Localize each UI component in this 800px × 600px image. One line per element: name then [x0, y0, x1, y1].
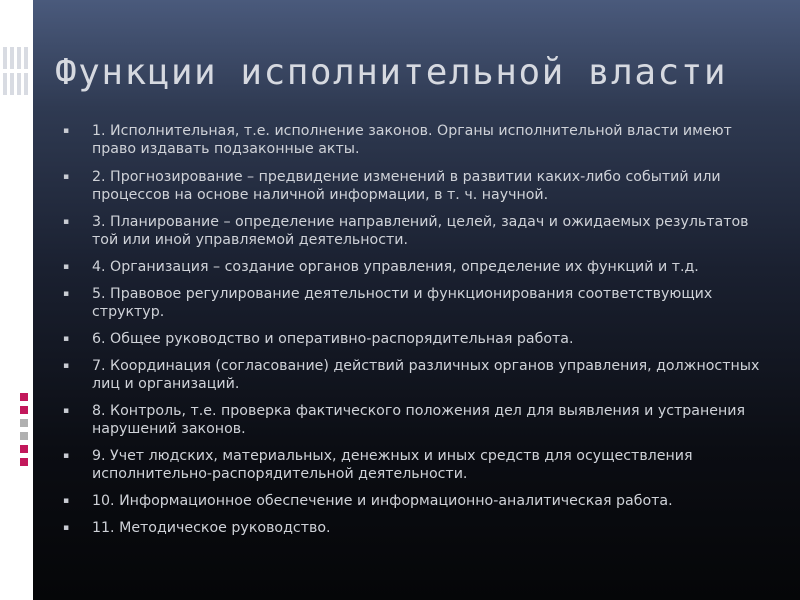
bullet-icon: ▪ — [63, 289, 70, 299]
list-item: ▪ 4. Организация – создание органов управления, определение их функций и т.д. — [63, 259, 699, 275]
list-item: ▪ 7. Координация (согласование) действий различных органов управления, должностных лиц и организаций. — [63, 358, 760, 392]
slide-title: Функции исполнительной власти — [55, 52, 728, 93]
bullet-icon: ▪ — [63, 496, 70, 506]
list-item: ▪ 2. Прогнозирование – предвидение изменений в развитии каких-либо событий или процессов на основе наличной информации, в т. ч. научной. — [63, 169, 721, 203]
bullet-icon: ▪ — [63, 172, 70, 182]
bullet-icon: ▪ — [63, 406, 70, 416]
bullet-icon: ▪ — [63, 217, 70, 227]
list-item: ▪ 8. Контроль, т.е. проверка фактического положения дел для выявления и устранения нарушений законов. — [63, 403, 746, 437]
list-item: ▪ 11. Методическое руководство. — [63, 520, 331, 536]
list-item: ▪ 1. Исполнительная, т.е. исполнение законов. Органы исполнительной власти имеют право издавать подзаконные акты. — [63, 123, 732, 157]
list-item: ▪ 5. Правовое регулирование деятельности и функционирования соответствующих структур. — [63, 286, 713, 320]
function-list — [55, 122, 770, 537]
bullet-icon: ▪ — [63, 334, 70, 344]
accent-squares — [20, 393, 28, 471]
bullet-icon: ▪ — [63, 126, 70, 136]
bullet-icon: ▪ — [63, 451, 70, 461]
left-frame — [0, 0, 33, 600]
bullet-icon: ▪ — [63, 262, 70, 272]
bullet-icon: ▪ — [63, 361, 70, 371]
bullet-icon: ▪ — [63, 523, 70, 533]
list-item: ▪ 6. Общее руководство и оперативно-распорядительная работа. — [63, 331, 574, 347]
list-item: ▪ 3. Планирование – определение направлений, целей, задач и ожидаемых результатов той или иной управляемой деятельности. — [63, 214, 749, 248]
list-item: ▪ 9. Учет людских, материальных, денежных и иных средств для осуществления исполнительно-распорядительной деятельности. — [63, 448, 693, 482]
list-item: ▪ 10. Информационное обеспечение и информационно-аналитическая работа. — [63, 493, 673, 509]
